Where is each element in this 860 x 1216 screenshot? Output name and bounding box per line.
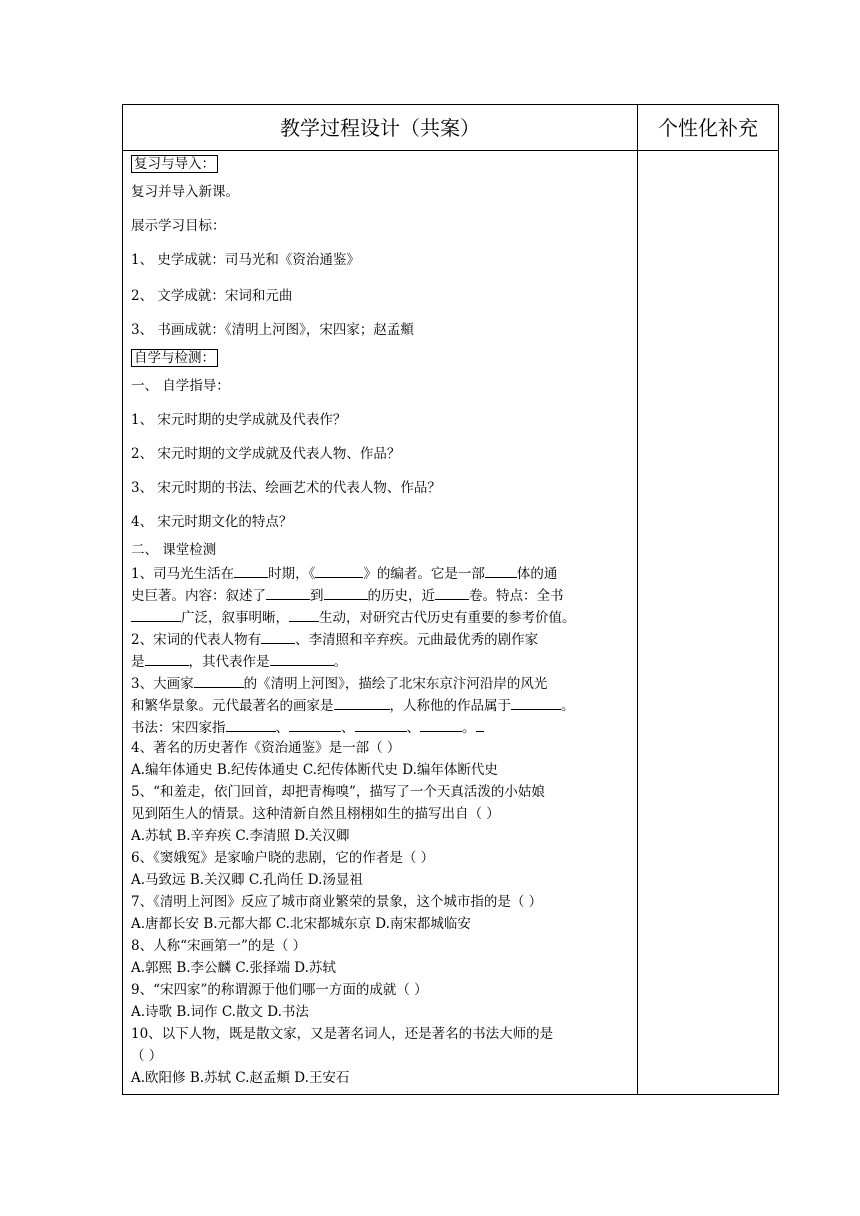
guide-question: 2、 宋元时期的文学成就及代表人物、作品？ bbox=[131, 446, 401, 462]
mc-options: A.欧阳修 B.苏轼 C.赵孟頫 D.王安石 bbox=[131, 1070, 350, 1086]
fill-q1-line1: 1、司马光生活在 时期，《 》的编者。它是一部 体的通 bbox=[131, 563, 557, 583]
guide-question: 3、 宋元时期的书法、绘画艺术的代表人物、作品？ bbox=[131, 480, 441, 496]
mc-question-cont: 见到陌生人的情景。这种清新自然且栩栩如生的描写出自（ ） bbox=[131, 806, 500, 822]
mc-question: 9、“宋四家”的称谓源于他们哪一方面的成就（ ） bbox=[131, 982, 428, 998]
fill-q3-line3: 书法：宋四家指 、 、 、 。 bbox=[131, 717, 484, 737]
mc-question: 7、《清明上河图》反应了城市商业繁荣的景象，这个城市指的是（ ） bbox=[131, 894, 543, 910]
fill-q1-line2: 史巨著。内容：叙述了 到 的历史，近 卷。特点：全书 bbox=[131, 585, 564, 605]
fill-q3-line1: 3、大画家 的《清明上河图》，描绘了北宋东京汴河沿岸的风光 bbox=[131, 673, 547, 693]
guide-question: 1、 宋元时期的史学成就及代表作？ bbox=[131, 412, 347, 428]
guide-title: 一、 自学指导： bbox=[131, 378, 230, 394]
review-label: 复习与导入： bbox=[131, 155, 218, 173]
mc-question: 8、人称“宋画第一”的是（ ） bbox=[131, 938, 307, 954]
fill-q2-line2: 是 ，其代表作是 。 bbox=[131, 651, 347, 671]
goals-title: 展示学习目标： bbox=[131, 218, 226, 234]
test-title: 二、 课堂检测 bbox=[131, 542, 217, 558]
mc-options: A.编年体通史 B.纪传体通史 C.纪传体断代史 D.编年体断代史 bbox=[131, 762, 498, 778]
review-intro: 复习并导入新课。 bbox=[131, 184, 239, 200]
mc-options: A.苏轼 B.辛弃疾 C.李清照 D.关汉卿 bbox=[131, 828, 350, 844]
mc-question: 4、著名的历史著作《资治通鉴》是一部（ ） bbox=[131, 740, 401, 756]
column-divider bbox=[637, 105, 638, 1094]
lesson-table bbox=[122, 104, 779, 1095]
fill-q2-line1: 2、宋词的代表人物有 、李清照和辛弃疾。元曲最优秀的剧作家 bbox=[131, 629, 538, 649]
goal-item: 2、 文学成就：宋词和元曲 bbox=[131, 288, 293, 304]
side-column-title: 个性化补充 bbox=[658, 116, 758, 140]
mc-options: A.马致远 B.关汉卿 C.孔尚任 D.汤显祖 bbox=[131, 872, 363, 888]
guide-question: 4、 宋元时期文化的特点？ bbox=[131, 514, 293, 530]
mc-options: A.唐都长安 B.元都大都 C.北宋都城东京 D.南宋都城临安 bbox=[131, 916, 471, 932]
mc-question: 10、以下人物，既是散文家，又是著名词人，还是著名的书法大师的是 bbox=[131, 1026, 554, 1042]
fill-q3-line2: 和繁华景象。元代最著名的画家是 ，人称他的作品属于 。 bbox=[131, 695, 575, 715]
main-column-title: 教学过程设计（共案） bbox=[280, 116, 480, 140]
fill-q1-line3: 广泛，叙事明晰， 生动，对研究古代历史有重要的参考价值。 bbox=[131, 607, 576, 627]
self-study-label: 自学与检测： bbox=[131, 349, 218, 367]
mc-question: 5、“和羞走，依门回首，却把青梅嗅”，描写了一个天真活泼的小姑娘 bbox=[131, 784, 545, 800]
goal-item: 1、 史学成就：司马光和《资治通鉴》 bbox=[131, 252, 360, 268]
mc-options: A.郭熙 B.李公麟 C.张择端 D.苏轼 bbox=[131, 960, 336, 976]
mc-options: A.诗歌 B.词作 C.散文 D.书法 bbox=[131, 1004, 309, 1020]
mc-question-cont: （ ） bbox=[131, 1048, 163, 1064]
mc-question: 6、《窦娥冤》是家喻户晓的悲剧，它的作者是（ ） bbox=[131, 850, 435, 866]
goal-item: 3、 书画成就：《清明上河图》，宋四家；赵孟頫 bbox=[131, 322, 414, 338]
